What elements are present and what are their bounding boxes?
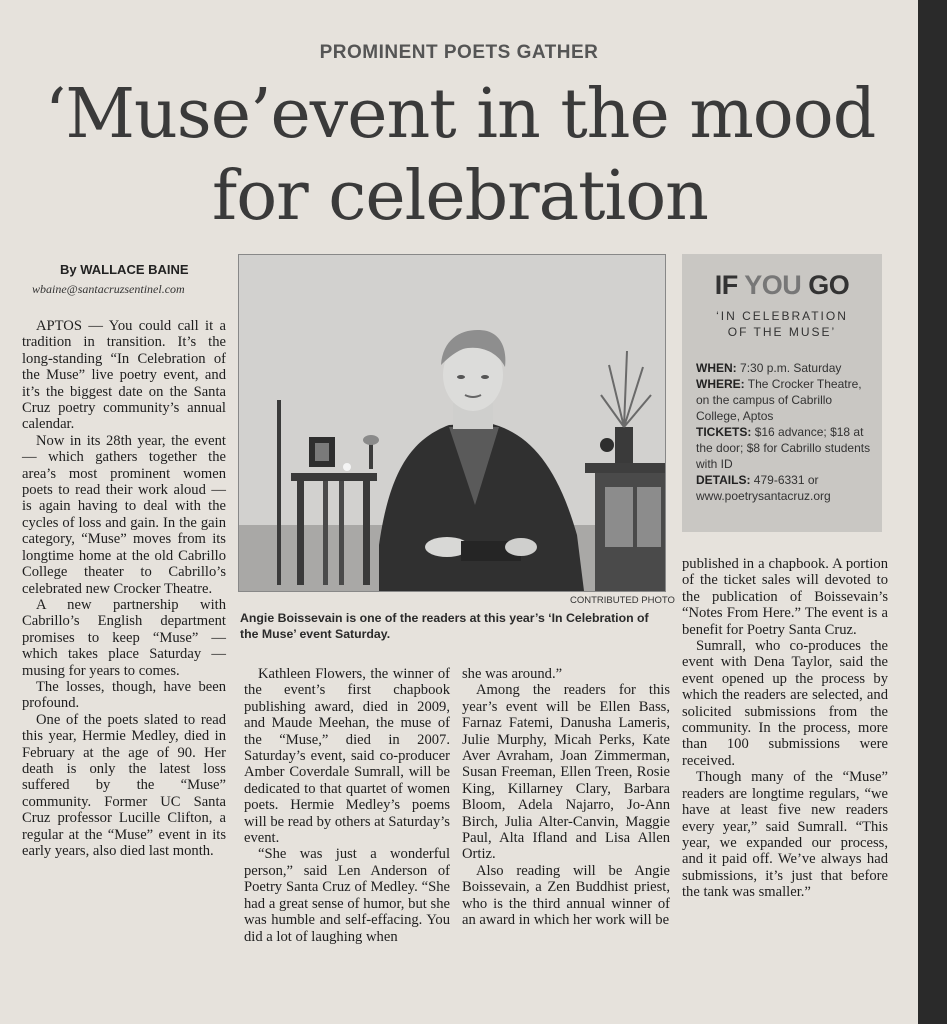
where-row	[696, 376, 878, 424]
when-value: 7:30 p.m. Saturday	[740, 361, 842, 375]
title-you: YOU	[744, 270, 802, 300]
photo-credit: CONTRIBUTED PHOTO	[570, 595, 675, 606]
details-row	[696, 472, 878, 504]
tickets-label: TICKETS:	[696, 425, 752, 439]
details-label: DETAILS:	[696, 473, 751, 487]
paragraph: The losses, though, have been profound.	[22, 678, 226, 712]
paragraph: “She was just a wonderful person,” said Len Anderson of Poetry Santa Cruz of Medley. “She had a great sense of humor, but she was humble and self-effacing. You did a lot of laughing when	[244, 846, 450, 945]
title-if: IF	[714, 270, 738, 300]
tickets-row	[696, 424, 878, 472]
kicker: PROMINENT POETS GATHER	[319, 42, 599, 63]
when-label: WHEN:	[696, 361, 737, 375]
paragraph: Sumrall, who co-produces the event with Dena Taylor, said the event opened up the process by which the readers are selected, and solicited submissions from the community. In the process, more than 100 submissions were received.	[682, 638, 888, 769]
byline: By WALLACE BAINE	[60, 262, 189, 277]
paragraph: published in a chapbook. A portion of the ticket sales will devoted to the publication of Boissevain’s “Notes From Here.” The event is a benefit for Poetry Santa Cruz.	[682, 556, 888, 638]
paragraph: she was around.”	[462, 666, 563, 682]
paragraph: Kathleen Flowers, the winner of the event’s first chapbook publishing award, died in 2009, and Maude Meehan, the muse of the “Muse,” died in 2007. Saturday’s event, said co-producer Amber Coverdale Sumrall, will be dedicated to that quartet of women poets. Hermie Medley’s poems will be read by others at Saturday’s event.	[244, 666, 450, 847]
paragraph: Also reading will be Angie Boissevain, a Zen Buddhist priest, who is the third annual winner of an award in which her work will be	[462, 862, 670, 929]
where-label: WHERE:	[696, 377, 745, 391]
event-details	[696, 360, 878, 504]
event-name-line-2: OF THE MUSE’	[727, 325, 837, 339]
paragraph: APTOS — You could call it a tradition in transition. It’s the long-standing “In Celebration of the Muse” live poetry event, and it’s the biggest date on the Santa Cruz poetry community’s annual calendar.	[22, 318, 226, 433]
tickets-value: $16 advance; $18 at the door; $8 for Cabrillo students with ID	[696, 425, 871, 471]
paragraph: Now in its 28th year, the event — which gathers together the area’s most prominent women poets to read their work aloud — is again having to deal with the cycles of loss and gain. In the gain category, “Muse” moves from its longtime home at the old Cabrillo College theater to Cabrillo’s celebrated new Crocker Theatre.	[22, 432, 226, 597]
photo-caption: Angie Boissevain is one of the readers at this year’s ‘In Celebration of the Muse’ event Saturday.	[240, 611, 649, 641]
if-you-go-box	[682, 254, 882, 532]
paragraph: A new partnership with Cabrillo’s English department promises to keep “Muse” — which takes place Saturday — musing for years to comes.	[22, 596, 226, 679]
article-column-4	[682, 556, 888, 901]
when-row	[696, 360, 878, 376]
paragraph: One of the poets slated to read this year, Hermie Medley, died in February at the age of 90. Her death is only the latest loss suffered by the “Muse” community. Former UC Santa Cruz professor Lucille Clifton, a regular at the “Muse” event in its early years, also died last month.	[22, 711, 226, 859]
if-you-go-title	[682, 270, 882, 301]
event-name-line-1: ‘IN CELEBRATION	[716, 309, 848, 323]
headline	[20, 74, 900, 238]
headline-line-1: ‘Muse’event in the mood	[44, 75, 876, 154]
article-column-3	[462, 666, 670, 929]
article-column-1	[22, 318, 226, 859]
headline-line-2: for celebration	[212, 157, 708, 236]
article-column-2	[244, 666, 450, 945]
author-email: wbaine@santacruzsentinel.com	[32, 282, 185, 296]
details-value: 479-6331 or www.poetrysantacruz.org	[696, 473, 831, 503]
article-photo	[238, 254, 666, 592]
event-name	[682, 308, 882, 340]
title-go: GO	[808, 270, 850, 300]
photo-illustration	[239, 255, 665, 591]
paragraph: Among the readers for this year’s event will be Ellen Bass, Farnaz Fatemi, Danusha Lameris, Julie Murphy, Micah Perks, Kate Aver Avraham, Joan Zimmerman, Susan Freeman, Ellen Treen, Rosie King, Killarney Clary, Barbara Bloom, Adela Najarro, Jo-Ann Birch, Julia Alter-Canvin, Maggie Paul, Alta Ifland and Lisa Allen Ortiz.	[462, 682, 670, 863]
where-value: The Crocker Theatre, on the campus of Cabrillo College, Aptos	[696, 377, 862, 423]
paragraph: Though many of the “Muse” readers are longtime regulars, “we have at least five new readers every year,” said Sumrall. “This year, we expanded our process, and it paid off. We’ve always had submissions, it’s just that before the tank was smaller.”	[682, 769, 888, 901]
